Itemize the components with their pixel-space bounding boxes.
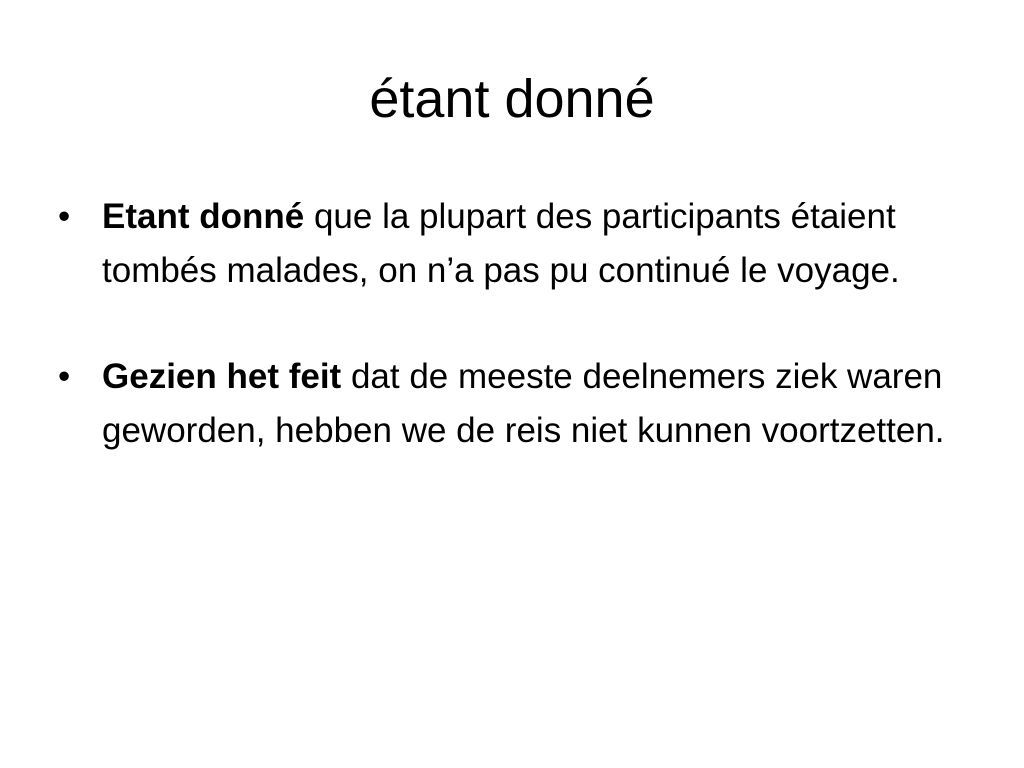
bullet-text: dat de meeste deelnemers ziek waren geworden, hebben we de reis niet kunnen voortzetten.: [102, 357, 945, 450]
bullet-text: que la plupart des participants étaient tombés malades, on n’a pas pu continué le voyage.: [102, 197, 900, 290]
slide-title: étant donné: [369, 69, 655, 129]
bullet-list: [58, 190, 978, 510]
bullet-item-dutch: [58, 350, 978, 458]
bullet-marker: •: [58, 197, 71, 236]
bullet-item-french: [58, 190, 978, 298]
bullet-bold-phrase: Etant donné: [102, 197, 305, 236]
bullet-marker: •: [58, 357, 71, 396]
bullet-bold-phrase: Gezien het feit: [102, 357, 342, 396]
